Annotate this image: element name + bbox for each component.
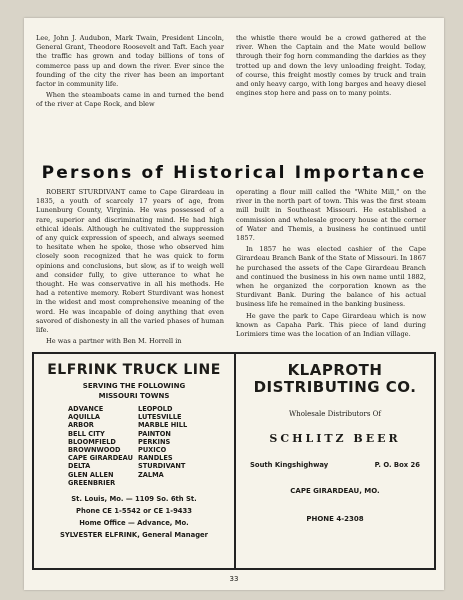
town-name: ARBOR [68, 421, 94, 430]
town-name: BROWNWOOD [68, 446, 121, 455]
advertisement-box [32, 352, 436, 570]
ad-street: South Kingshighway [250, 461, 329, 469]
town-name: GREENBRIER [68, 478, 116, 487]
town-name: BELL CITY [68, 429, 105, 438]
ad-manager: SYLVESTER ELFRINK, General Manager [59, 531, 209, 540]
town-name: RANDLES [138, 454, 173, 463]
paragraph: operating a flour mill called the "White Mill," on the river in the north part of town. This was the first steam mill built in Southeast Missouri. He established a commission and wholesale grocery house at the corner of Water and Themis, a business he continued until 1857. [236, 188, 426, 243]
top-left-column [36, 34, 224, 112]
town-name: MARBLE HILL [138, 421, 188, 430]
paragraph: He was a partner with Ben M. Horrell in [46, 337, 182, 346]
town-name: ZALMA [138, 470, 164, 479]
town-name: STURDIVANT [138, 462, 186, 471]
ad-address: St. Louis, Mo. — 1109 So. 6th St. [71, 495, 197, 504]
top-right-column [236, 34, 426, 100]
elfrink-ad [34, 354, 234, 568]
magazine-page [24, 18, 444, 590]
towns-column [138, 405, 208, 487]
paragraph: Lee, John J. Audubon, Mark Twain, President Lincoln, General Grant, Theodore Roosevelt and Taft. Each year the traffic has grown and today billions of tons of commerce pass up and down the river. Ever since the founding of the city the river has been an important factor in community life. [36, 34, 224, 89]
town-name: PAINTON [138, 429, 171, 438]
town-name: LEOPOLD [138, 405, 173, 413]
page-number: 33 [229, 575, 239, 583]
ad-subtitle: Wholesale Distributors Of [288, 410, 382, 418]
paragraph: the whistle there would be a crowd gathered at the river. When the Captain and the Mate would bellow through their fog horn commanding the darkies as they trotted up and down the levy unloading freight. Today, of course, this freight mostly comes by truck and train and only heavy cargo, with long barges and heavy diesel engines stop here and pass on to many points. [236, 34, 426, 98]
ad-subtitle: SERVING THE FOLLOWING [82, 382, 186, 390]
ad-title: ELFRINK TRUCK LINE [47, 362, 221, 378]
town-name: GLEN ALLEN [68, 470, 114, 479]
town-name: PUXICO [138, 446, 167, 455]
paragraph: When the steamboats came in and turned the bend of the river at Cape Rock, and blew [36, 91, 224, 109]
ad-phone: PHONE 4-2308 [306, 515, 364, 523]
ad-po-box: P. O. Box 26 [374, 461, 420, 469]
ad-address-row [236, 461, 434, 469]
town-name: LUTESVILLE [138, 413, 182, 422]
ad-title-line: DISTRIBUTING CO. [253, 378, 417, 396]
town-name: DELTA [68, 462, 91, 471]
town-name: BLOOMFIELD [68, 437, 116, 446]
paragraph: He gave the park to Cape Girardeau which is now known as Capaha Park. This piece of land during Lorimiers time was the location of an Indian village. [236, 311, 426, 339]
ad-product: SCHLITZ BEER [269, 432, 401, 445]
ad-subtitle: MISSOURI TOWNS [98, 392, 170, 400]
paragraph: ROBERT STURDIVANT came to Cape Girardeau in 1835, a youth of scarcely 17 years of age, from Lunenburg County, Virginia. He was possessed of a rare, superior and discriminating mind. He had high ethical ideals. Although he cultivated the suppression of any quick expression of speech, and always seemed to hesitate when he spoke, those who observed him closely soon recognized that he was quick to form opinions and conclusions, but slow, as if to weigh well and consider fully, to give utterance to what he thought. He was conservative in all his methods. He had a retentive memory. Robert Sturdivant was honest in the widest and most comprehensive meaning of the word. He was incapable of doing anything that even savored of dishonesty in all the varied phases of human life. [36, 188, 224, 335]
bottom-left-column [36, 188, 224, 348]
section-heading: Persons of Historical Importance [41, 163, 427, 183]
town-name: ADVANCE [68, 405, 104, 413]
ad-home-office: Home Office — Advance, Mo. [79, 519, 189, 528]
towns-list [68, 405, 234, 487]
ad-title-line: KLAPROTH [287, 361, 383, 379]
paragraph: In 1857 he was elected cashier of the Cape Girardeau Branch Bank of the State of Missouri. In 1867 he purchased the assets of the Cape Girardeau Branch and continued the business in his own name until 1882, when he organized the corporation known as the Sturdivant Bank. During the balance of his actual business life he remained in the banking business. [236, 245, 427, 309]
towns-column [68, 405, 138, 487]
bottom-right-column [236, 188, 426, 341]
klaproth-ad [236, 354, 434, 568]
ad-phone: Phone CE 1-5542 or CE 1-9433 [76, 507, 192, 516]
town-name: PERKINS [138, 437, 171, 446]
ad-city: CAPE GIRARDEAU, MO. [290, 487, 380, 495]
town-name: CAPE GIRARDEAU [68, 454, 133, 463]
ad-title [236, 362, 434, 396]
town-name: AQUILLA [68, 413, 101, 422]
